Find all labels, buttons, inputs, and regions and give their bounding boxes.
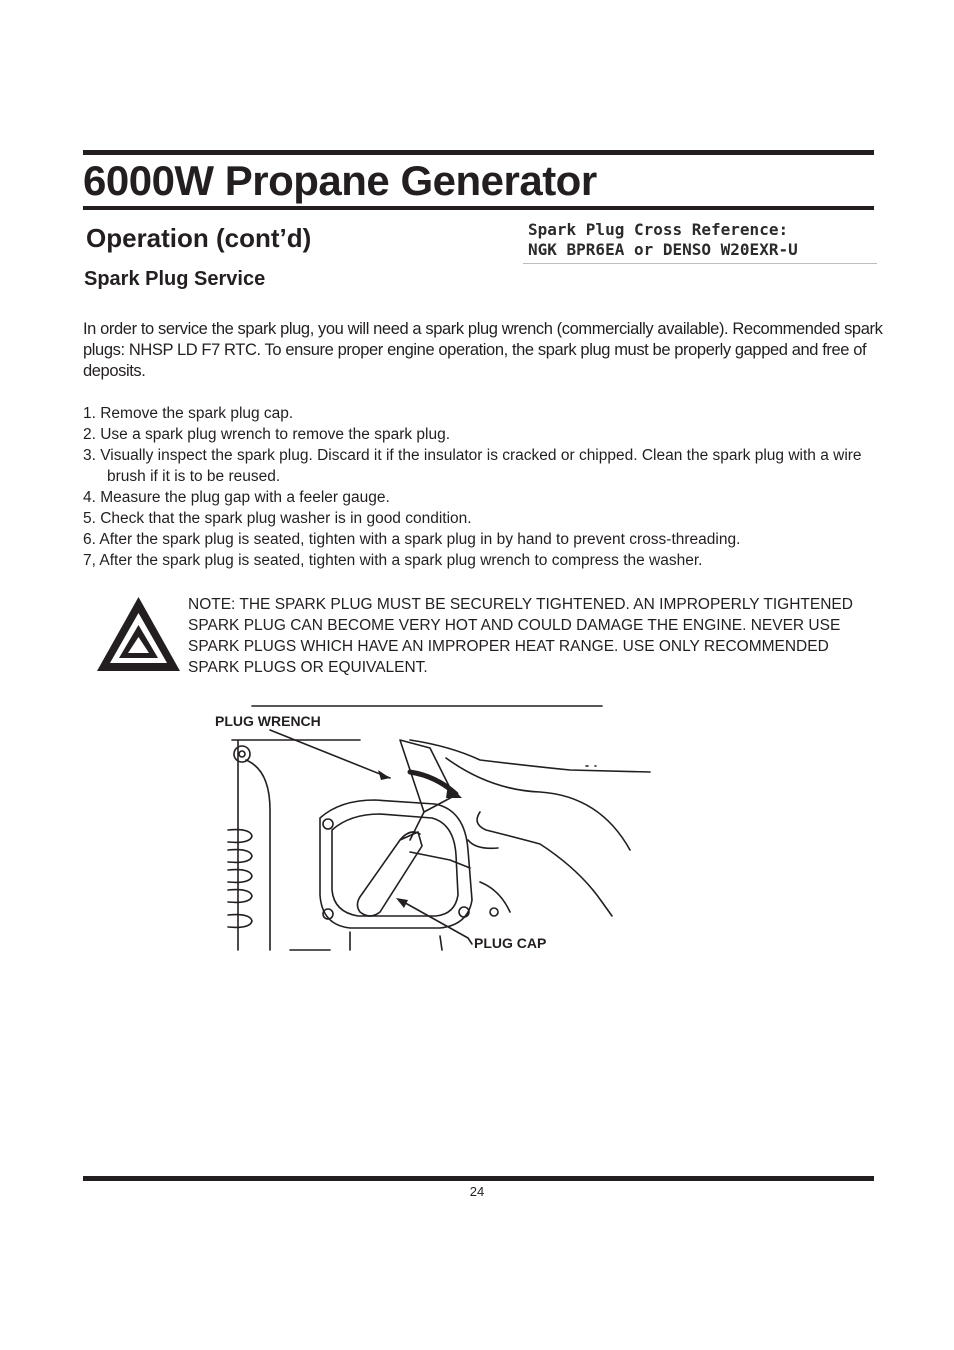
warning-note: NOTE: THE SPARK PLUG MUST BE SECURELY TIGHTENED. AN IMPROPERLY TIGHTENED SPARK PLUG CAN BECOME VERY HOT AND COULD DAMAGE THE ENGINE. NEVER USE SPARK PLUGS WHICH HAVE AN IMPROPER HEAT RANGE. USE ONLY RECOMMENDED SPARK PLUGS OR EQUIVALENT. xyxy=(188,596,853,676)
step-item: 6. After the spark plug is seated, tighten with a spark plug in by hand to prevent cross-threading. xyxy=(83,531,741,548)
cross-reference-models: NGK BPR6EA or DENSO W20EXR-U xyxy=(528,240,798,259)
cross-reference-heading: Spark Plug Cross Reference: xyxy=(528,220,789,239)
step-item: 4. Measure the plug gap with a feeler gauge. xyxy=(83,489,390,506)
page-title: 6000W Propane Generator xyxy=(83,157,597,204)
header-rule-bottom xyxy=(83,206,874,210)
plug-wrench-label: PLUG WRENCH xyxy=(215,713,321,729)
intro-paragraph: In order to service the spark plug, you will need a spark plug wrench (commercially available). Recommended spark plugs: NHSP LD F7 RTC. To ensure proper engine operation, the spark plug must be properly gapped and free of deposits. xyxy=(83,320,883,380)
spark-plug-cross-reference xyxy=(523,220,877,264)
section-title: Operation (cont’d) xyxy=(86,223,312,253)
step-item: 1. Remove the spark plug cap. xyxy=(83,405,294,422)
step-item: 2. Use a spark plug wrench to remove the spark plug. xyxy=(83,426,451,443)
warning-triangle-icon xyxy=(97,597,180,671)
step-item: 7, After the spark plug is seated, tighten with a spark plug wrench to compress the washer. xyxy=(83,552,703,569)
step-item: 5. Check that the spark plug washer is in good condition. xyxy=(83,510,472,527)
footer-rule xyxy=(83,1176,874,1181)
page-number: 24 xyxy=(469,1184,485,1199)
step-item: 3. Visually inspect the spark plug. Discard it if the insulator is cracked or chipped. Clean the spark plug with a wire brush if it is to be reused. xyxy=(83,447,862,485)
spark-plug-illustration xyxy=(210,700,670,962)
procedure-steps xyxy=(83,403,883,571)
subsection-title: Spark Plug Service xyxy=(84,268,266,290)
header-rule-top xyxy=(83,150,874,155)
plug-cap-label: PLUG CAP xyxy=(474,935,547,951)
